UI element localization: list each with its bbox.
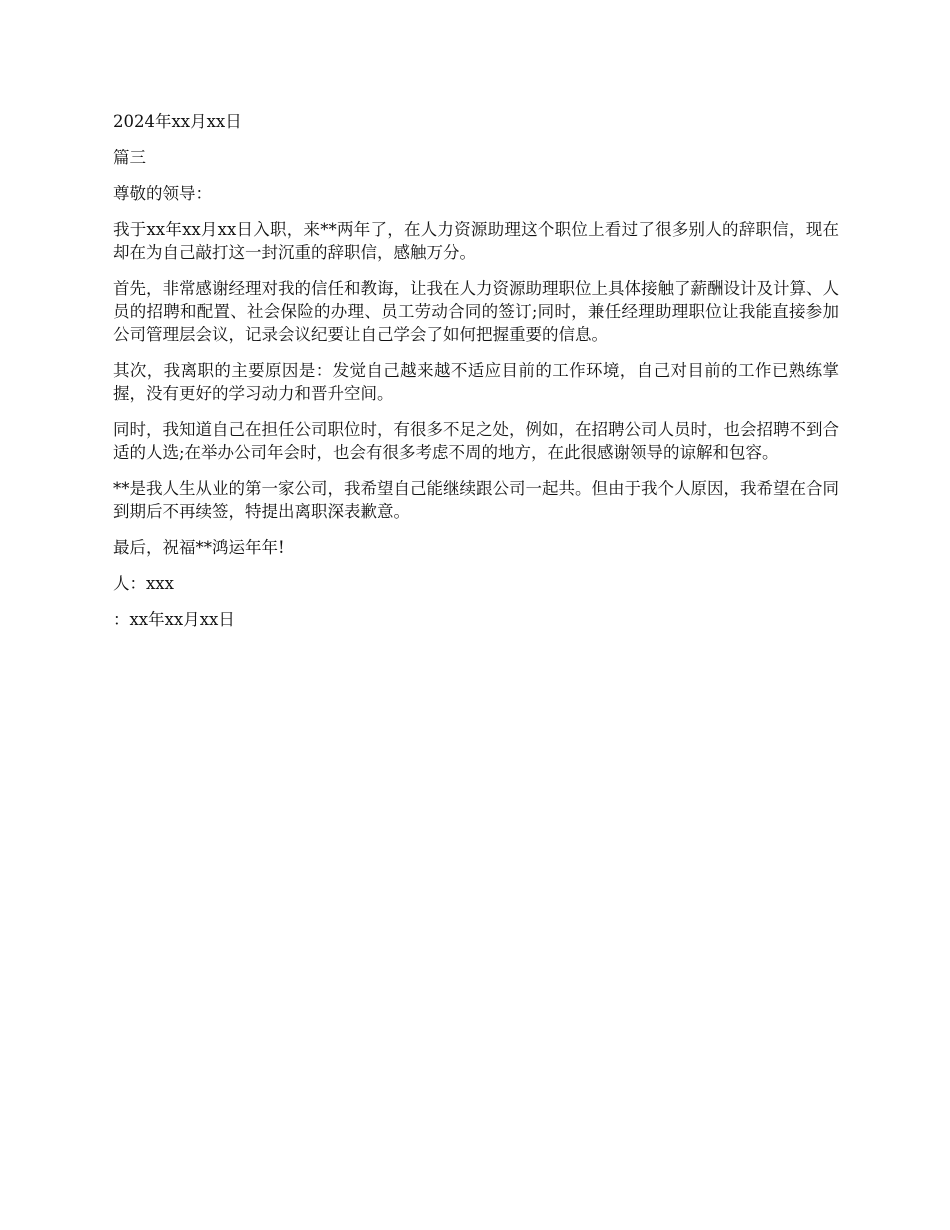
signer-line: 人：xxx — [113, 574, 174, 593]
document-page — [113, 110, 839, 644]
closing-line: 最后，祝福**鸿运年年! — [113, 538, 285, 557]
body-paragraph-2: 首先，非常感谢经理对我的信任和教诲，让我在人力资源助理职位上具体接触了薪酬设计及计算、人员的招聘和配置、社会保险的办理、员工劳动合同的签订;同时，兼任经理助理职位让我能直接参加公司管理层会议，记录会议纪要让自己学会了如何把握重要的信息。 — [113, 279, 839, 344]
section-title: 篇三 — [113, 148, 146, 167]
salutation: 尊敬的领导： — [113, 184, 212, 203]
signed-date-line: ：xx年xx月xx日 — [113, 610, 235, 629]
body-paragraph-1: 我于xx年xx月xx日入职，来**两年了，在人力资源助理这个职位上看过了很多别人的辞职信，现在却在为自己敲打这一封沉重的辞职信，感触万分。 — [113, 220, 839, 262]
body-paragraph-5: **是我人生从业的第一家公司，我希望自己能继续跟公司一起共。但由于我个人原因，我希望在合同到期后不再续签，特提出离职深表歉意。 — [113, 479, 839, 521]
date-line: 2024年xx月xx日 — [113, 112, 242, 131]
body-paragraph-4: 同时，我知道自己在担任公司职位时，有很多不足之处，例如，在招聘公司人员时，也会招聘不到合适的人选;在举办公司年会时，也会有很多考虑不周的地方，在此很感谢领导的谅解和包容。 — [113, 420, 839, 462]
body-paragraph-3: 其次，我离职的主要原因是：发觉自己越来越不适应目前的工作环境，自己对目前的工作已熟练掌握，没有更好的学习动力和晋升空间。 — [113, 361, 839, 403]
